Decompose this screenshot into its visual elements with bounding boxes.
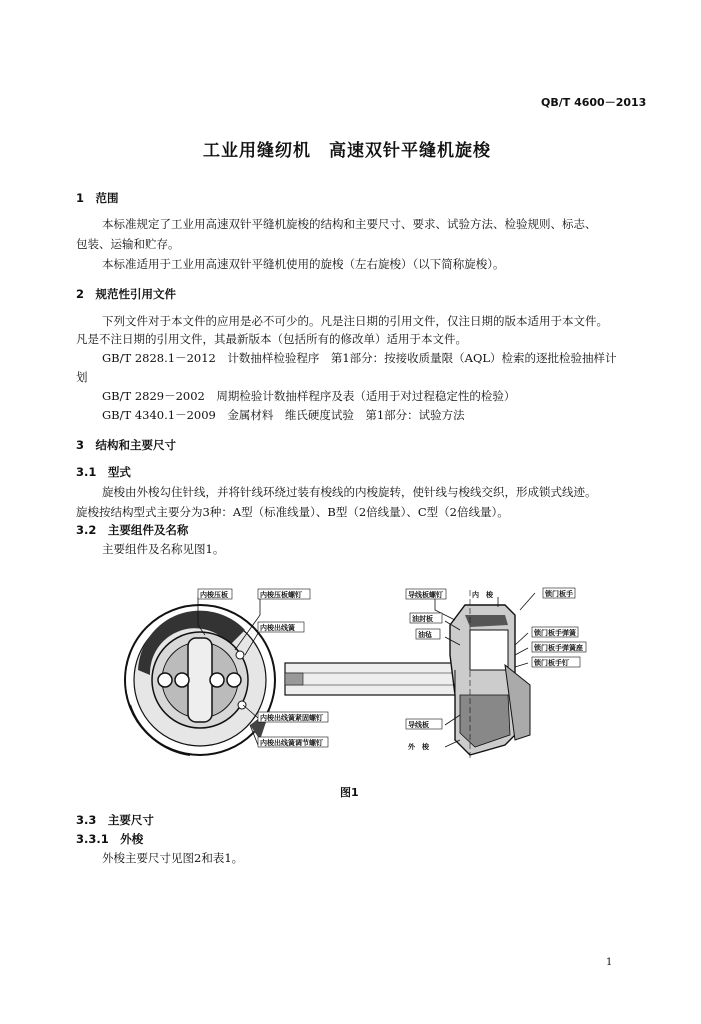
- reference-3: GB/T 4340.1－2009 金属材料 维氏硬度试验 第1部分：试验方法: [102, 408, 465, 422]
- label-lock-spring-seat: 锁门板手弹簧座: [534, 644, 583, 652]
- label-lock-plate: 锁门板手: [545, 590, 573, 598]
- section-1-para-1b: 包装、运输和贮存。: [76, 237, 180, 251]
- section-3-1-para-a: 旋梭由外梭勾住针线，并将针线环绕过装有梭线的内梭旋转，使针线与梭线交织，形成锁式线迹。: [102, 485, 597, 499]
- standard-code: QB/T 4600－2013: [541, 96, 647, 109]
- label-inner-plate: 内梭压板: [200, 591, 228, 599]
- hook-section-view: [285, 590, 530, 760]
- section-1-heading: 1 范围: [76, 191, 119, 205]
- section-3-2-para: 主要组件及名称见图1。: [102, 542, 225, 556]
- page-title: 工业用缝纫机 高速双针平缝机旋梭: [203, 141, 491, 161]
- reference-2: GB/T 2829－2002 周期检验计数抽样程序及表（适用于对过程稳定性的检验）: [102, 389, 516, 403]
- label-guide-plate: 导线板: [408, 721, 429, 729]
- section-1-para-2: 本标准适用于工业用高速双针平缝机使用的旋梭（左右旋梭）（以下简称旋梭）。: [102, 257, 505, 271]
- figure-caption: 图1: [340, 786, 359, 799]
- section-3-3-heading: 3.3 主要尺寸: [76, 813, 154, 827]
- section-3-2-heading: 3.2 主要组件及名称: [76, 523, 189, 537]
- reference-1a: GB/T 2828.1－2012 计数抽样检验程序 第1部分：按接收质量限（AQL）检索的逐批检验抽样计: [102, 351, 617, 365]
- label-inner-plate-screw: 内梭压板螺钉: [260, 591, 302, 599]
- section-1-para-1a: 本标准规定了工业用高速双针平缝机旋梭的结构和主要尺寸、要求、试验方法、检验规则、标志、: [102, 217, 597, 231]
- label-inner-hook: 内 梭: [472, 591, 493, 599]
- page-number: 1: [606, 957, 613, 968]
- section-3-3-1-para: 外梭主要尺寸见图2和表1。: [102, 851, 244, 865]
- section-3-3-1-heading: 3.3.1 外梭: [76, 832, 144, 846]
- section-2-para-1a: 下列文件对于本文件的应用是必不可少的。凡是注日期的引用文件，仅注日期的版本适用于本文件。: [102, 314, 608, 328]
- label-inner-adjust-screw: 内梭出线簧调节螺钉: [260, 739, 323, 747]
- section-2-heading: 2 规范性引用文件: [76, 287, 177, 301]
- section-3-1-para-b: 旋梭按结构型式主要分为3种：A型（标准线量）、B型（2倍线量）、C型（2倍线量）。: [76, 505, 509, 519]
- label-outer-hook: 外 梭: [408, 743, 429, 751]
- label-lock-pin: 锁门板手钉: [534, 659, 569, 667]
- figure-1-drawing: [110, 575, 590, 775]
- label-guide-plate-screw: 导线板螺钉: [408, 591, 443, 599]
- label-oil-felt: 油毡: [418, 631, 432, 639]
- label-oil-cap: 油封板: [412, 615, 433, 623]
- section-2-para-1b: 凡是不注日期的引用文件，其最新版本（包括所有的修改单）适用于本文件。: [76, 332, 467, 346]
- label-inner-spring: 内梭出线簧: [260, 624, 295, 632]
- label-lock-spring: 锁门板手弹簧: [534, 629, 576, 637]
- reference-1b: 划: [76, 370, 88, 384]
- section-3-1-heading: 3.1 型式: [76, 465, 131, 479]
- label-inner-spring-screw: 内梭出线簧紧固螺钉: [260, 714, 323, 722]
- section-3-heading: 3 结构和主要尺寸: [76, 438, 177, 452]
